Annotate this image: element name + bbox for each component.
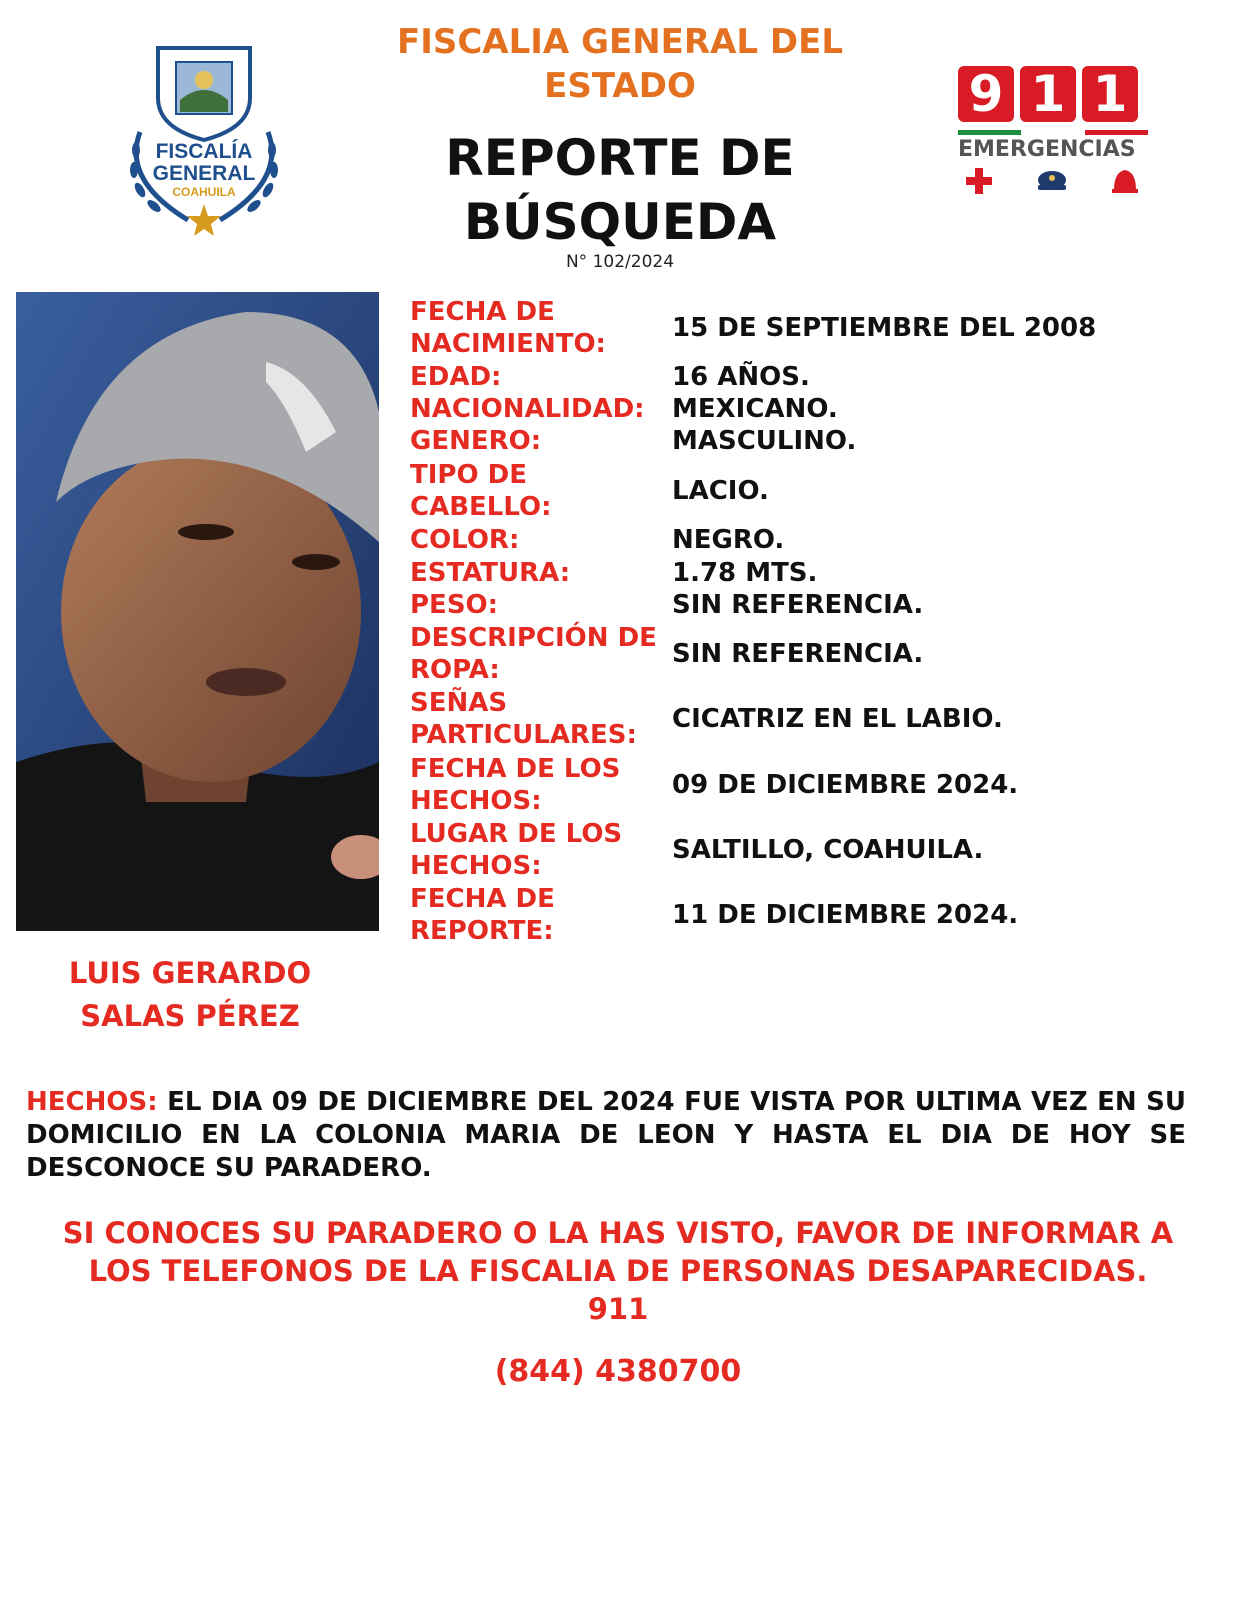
report-title: [380, 126, 860, 254]
label-genero: GENERO:: [410, 426, 542, 456]
value-fecha-nacimiento: 15 DE SEPTIEMBRE DEL 2008: [672, 313, 1097, 343]
contact-phone: (844) 4380700: [494, 1354, 742, 1389]
agency-name-line1: FISCALIA GENERAL DEL: [396, 22, 844, 62]
value-peso: SIN REFERENCIA.: [672, 590, 924, 620]
label-peso: PESO:: [410, 590, 499, 620]
seal-text-line2: GENERAL: [152, 162, 256, 185]
report-number: N° 102/2024: [565, 252, 675, 272]
agency-name-line2: ESTADO: [544, 66, 696, 106]
value-tipo-cabello: LACIO.: [672, 476, 769, 506]
police-cap-icon: [1035, 166, 1069, 196]
fiscalia-seal-logo: [118, 40, 290, 240]
missing-person-photo: [16, 292, 379, 931]
label-fecha-reporte: FECHA DE REPORTE:: [410, 884, 555, 946]
label-fecha-hechos: FECHA DE LOS HECHOS:: [410, 754, 621, 816]
value-lugar-hechos: SALTILLO, COAHUILA.: [672, 835, 984, 865]
name-line2: SALAS PÉREZ: [80, 999, 300, 1033]
label-nacionalidad: NACIONALIDAD:: [410, 394, 645, 424]
label-tipo-cabello: TIPO DE CABELLO:: [410, 460, 552, 522]
hechos-paragraph: [26, 1086, 1186, 1185]
label-fecha-nacimiento: FECHA DE NACIMIENTO:: [410, 297, 606, 359]
report-title-line1: REPORTE DE: [445, 129, 795, 187]
cta-line3: 911: [587, 1292, 649, 1326]
agency-name: [330, 20, 910, 108]
value-senas-particulares: CICATRIZ EN EL LABIO.: [672, 704, 1003, 734]
flag-stripe: [958, 130, 1148, 135]
value-nacionalidad: MEXICANO.: [672, 394, 838, 424]
name-line1: LUIS GERARDO: [68, 956, 312, 990]
red-cross-icon: [964, 166, 994, 196]
cta-line2: LOS TELEFONOS DE LA FISCALIA DE PERSONAS DESAPARECIDAS.: [88, 1254, 1148, 1288]
call-to-action: [30, 1214, 1206, 1328]
label-estatura: ESTATURA:: [410, 558, 571, 588]
hechos-label: HECHOS:: [26, 1087, 158, 1117]
value-fecha-reporte: 11 DE DICIEMBRE 2024.: [672, 900, 1019, 930]
value-color: NEGRO.: [672, 525, 785, 555]
cta-line1: SI CONOCES SU PARADERO O LA HAS VISTO, FAVOR DE INFORMAR A: [62, 1216, 1174, 1250]
hechos-text: EL DIA 09 DE DICIEMBRE DEL 2024 FUE VISTA POR ULTIMA VEZ EN SU DOMICILIO EN LA COLONIA MARIA DE LEON Y HASTA EL DIA DE HOY SE DESCONOCE SU PARADERO.: [26, 1087, 1186, 1183]
value-edad: 16 AÑOS.: [672, 362, 810, 392]
label-senas-particulares: SEÑAS PARTICULARES:: [410, 688, 637, 750]
label-descripcion-ropa: DESCRIPCIÓN DE ROPA:: [410, 623, 657, 685]
logo-digit: 9: [958, 66, 1014, 122]
value-estatura: 1.78 MTS.: [672, 558, 818, 588]
firefighter-helmet-icon: [1110, 166, 1140, 196]
seal-text-line3: COAHUILA: [172, 185, 236, 199]
value-fecha-hechos: 09 DE DICIEMBRE 2024.: [672, 770, 1019, 800]
value-descripcion-ropa: SIN REFERENCIA.: [672, 639, 924, 669]
missing-person-name: [40, 952, 340, 1038]
report-title-line2: BÚSQUEDA: [463, 193, 777, 251]
emergency-911-logo: [958, 66, 1148, 216]
label-lugar-hechos: LUGAR DE LOS HECHOS:: [410, 819, 623, 881]
label-edad: EDAD:: [410, 362, 502, 392]
seal-text-line1: FISCALÍA: [155, 140, 253, 163]
label-color: COLOR:: [410, 525, 520, 555]
logo-digit: 1: [1082, 66, 1138, 122]
value-genero: MASCULINO.: [672, 426, 857, 456]
emergencias-label: EMERGENCIAS: [958, 137, 1136, 162]
logo-digit: 1: [1020, 66, 1076, 122]
